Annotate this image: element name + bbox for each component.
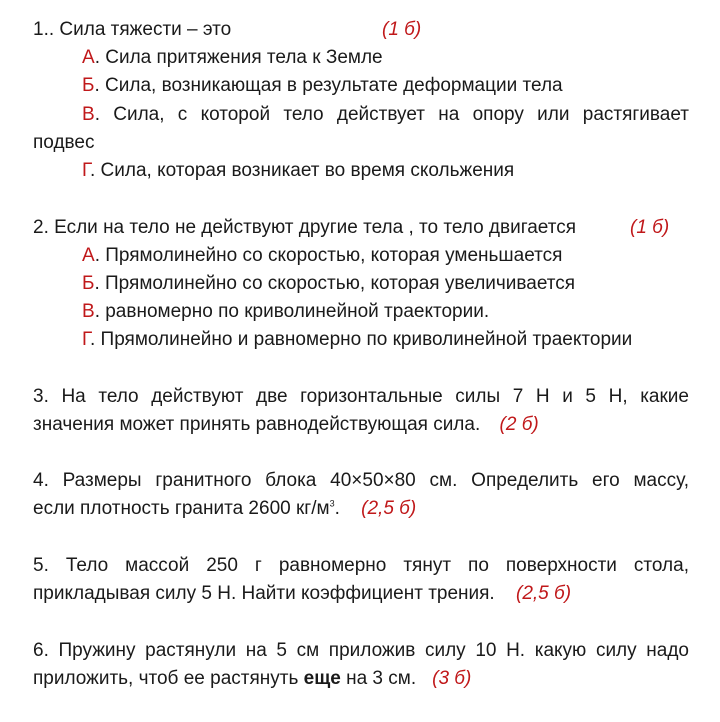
option-text: . Сила, с которой тело действует на опору или растягивает [94,104,689,125]
question-6-line-2 [33,665,689,693]
question-1 [33,16,689,44]
option-letter: В [82,301,95,322]
question-3-line-1: 3. На тело действуют две горизонтальные силы 7 Н и 5 Н, какие [33,386,689,407]
q1-option-a [82,44,689,72]
option-letter: Б [82,273,95,294]
option-text: . Прямолинейно со скоростью, которая уменьшается [94,245,563,266]
question-4-points: (2,5 б) [361,498,417,519]
question-4-text: если плотность гранита 2600 кг/м [33,498,330,519]
option-text: . равномерно по криволинейной траектории. [94,301,490,322]
option-letter: А [82,47,95,68]
option-letter: Б [82,75,95,96]
question-6-text-end: на 3 см. [340,668,417,689]
q2-option-b [82,270,689,298]
question-6-text: приложить, чтоб ее растянуть [33,668,304,689]
question-4-period: . [334,498,340,519]
question-1-text: 1.. Сила тяжести – это [33,19,232,40]
question-3-line-2 [33,411,689,439]
q2-option-d [82,326,689,354]
question-5-line-1: 5. Тело массой 250 г равномерно тянут по поверхности стола, [33,555,689,576]
q1-option-c [82,101,689,129]
q1-option-c-continuation: подвес [33,132,95,153]
option-text: . Сила, которая возникает во время скольжения [89,160,515,181]
q2-option-a [82,242,689,270]
option-text: . Прямолинейно и равномерно по криволинейной траектории [89,329,633,350]
option-text: . Сила, возникающая в результате деформации тела [94,75,563,96]
question-2-points: (1 б) [630,217,670,238]
question-5-text: прикладывая силу 5 Н. Найти коэффициент трения. [33,583,495,604]
option-text: . Прямолинейно со скоростью, которая увеличивается [94,273,576,294]
q1-option-b [82,72,689,100]
q2-option-c [82,298,689,326]
question-3-points: (2 б) [499,414,539,435]
superscript: 3 [329,498,335,509]
option-letter: Г [82,160,90,181]
q1-option-d [82,157,689,185]
question-2-text: 2. Если на тело не действуют другие тела , то тело двигается [33,217,577,238]
option-letter: А [82,245,95,266]
question-6-bold-word: еще [303,668,341,689]
question-6-points: (3 б) [432,668,472,689]
option-text: . Сила притяжения тела к Земле [94,47,383,68]
question-3-text: значения может принять равнодействующая сила. [33,414,481,435]
question-5-points: (2,5 б) [516,583,572,604]
question-5-line-2 [33,580,689,608]
option-letter: В [82,104,95,125]
question-4-line-2 [33,495,689,523]
question-6-line-1: 6. Пружину растянули на 5 см приложив силу 10 Н. какую силу надо [33,640,689,661]
option-letter: Г [82,329,90,350]
question-2 [33,214,689,242]
question-1-points: (1 б) [382,19,422,40]
question-4-line-1: 4. Размеры гранитного блока 40×50×80 см. Определить его массу, [33,470,689,491]
